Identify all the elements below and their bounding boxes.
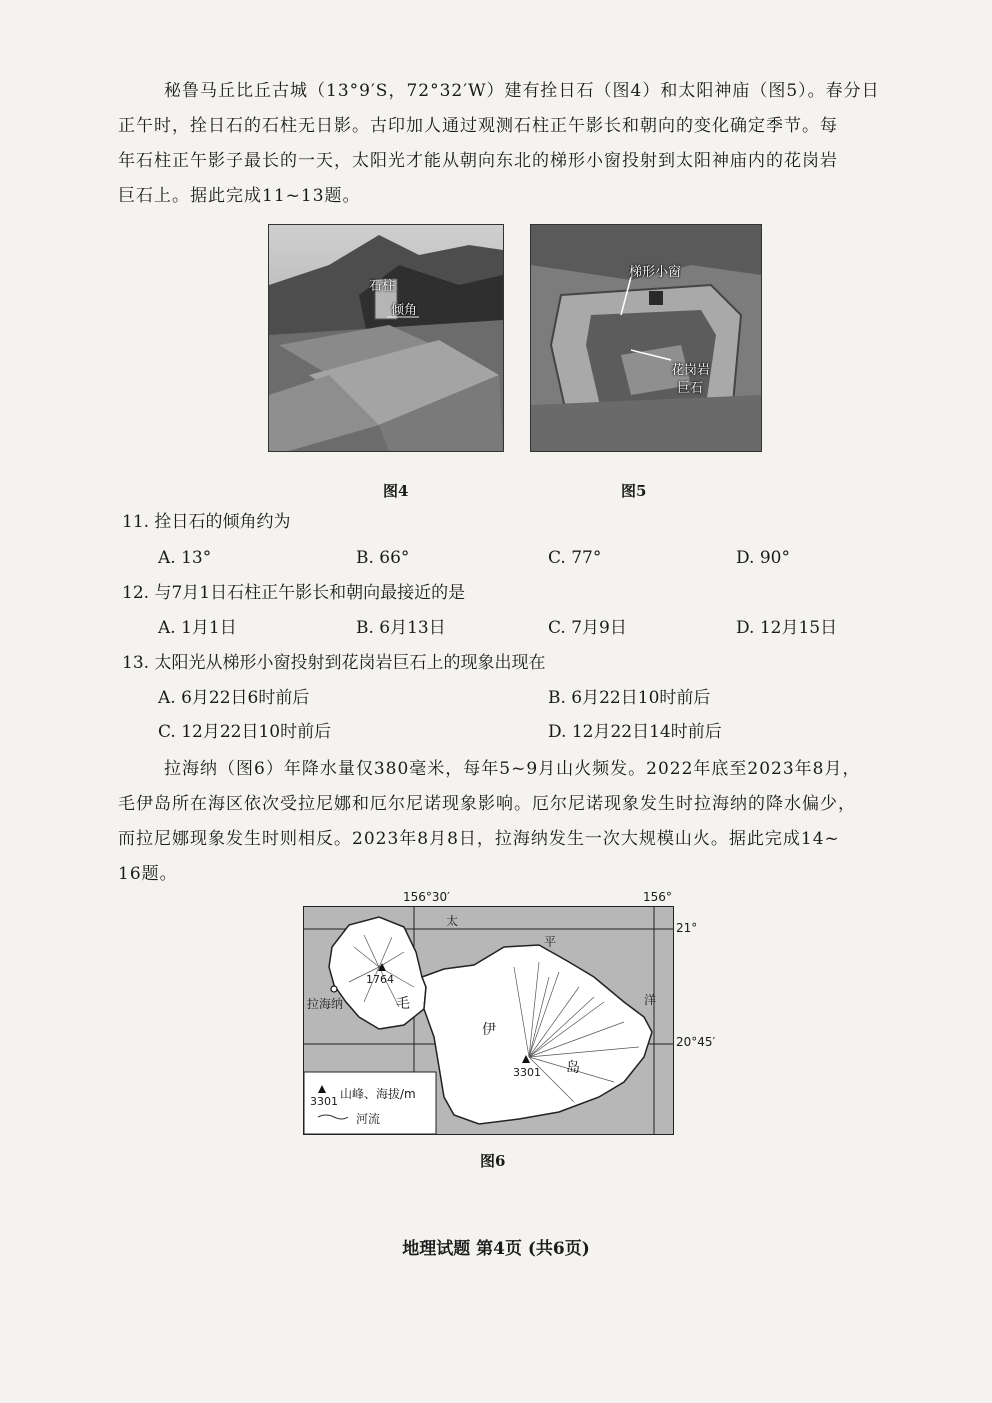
label-granite-2: 巨石 bbox=[677, 381, 704, 396]
intro1-line1: 秘鲁马丘比丘古城（13°9′S，72°32′W）建有拴日石（图4）和太阳神庙（图5）。春分日 bbox=[164, 81, 880, 101]
ocean-char-2: 平 bbox=[544, 935, 557, 949]
town-lahaina: 拉海纳 bbox=[307, 997, 344, 1011]
label-pillar: 石柱 bbox=[369, 279, 396, 294]
intro1-line3: 年石柱正午影子最长的一天，太阳光才能从朝向东北的梯形小窗投射到太阳神庙内的花岗岩 bbox=[118, 151, 838, 171]
map-lat-20-45: 20°45′ bbox=[676, 1035, 716, 1049]
q13-option-a: A. 6月22日6时前后 bbox=[158, 688, 310, 708]
label-granite-1: 花岗岩 bbox=[671, 363, 711, 378]
peak-east-elevation: 3301 bbox=[513, 1066, 541, 1079]
label-trapezoid-window: 梯形小窗 bbox=[629, 265, 682, 280]
intro2-line1: 拉海纳（图6）年降水量仅380毫米，每年5~9月山火频发。2022年底至2023年8月， bbox=[164, 759, 861, 779]
island-char-2: 伊 bbox=[482, 1022, 496, 1038]
q11-option-d: D. 90° bbox=[736, 548, 790, 568]
q13-option-d: D. 12月22日14时前后 bbox=[548, 722, 722, 742]
intro1-line4: 巨石上。据此完成11~13题。 bbox=[118, 186, 361, 206]
q11-option-b: B. 66° bbox=[356, 548, 410, 568]
figure-4-photo bbox=[268, 224, 504, 452]
question-12-stem: 12. 与7月1日石柱正午影长和朝向最接近的是 bbox=[122, 583, 466, 603]
q13-option-c: C. 12月22日10时前后 bbox=[158, 722, 332, 742]
question-11-stem: 11. 拴日石的倾角约为 bbox=[122, 512, 291, 532]
intro1-line2: 正午时，拴日石的石柱无日影。古印加人通过观测石柱正午影长和朝向的变化确定季节。每 bbox=[118, 116, 838, 136]
q11-option-c: C. 77° bbox=[548, 548, 602, 568]
figure-4-caption: 图4 bbox=[383, 482, 409, 500]
ocean-char-1: 太 bbox=[446, 914, 459, 928]
intro-paragraph-1 bbox=[118, 74, 918, 214]
figure-5-photo bbox=[530, 224, 762, 452]
ocean-char-3: 洋 bbox=[644, 993, 657, 1007]
map-lat-21: 21° bbox=[676, 921, 698, 935]
legend-river-label: 河流 bbox=[356, 1112, 381, 1126]
intro-paragraph-2 bbox=[118, 752, 918, 892]
page-footer: 地理试题 第4页 (共6页) bbox=[402, 1239, 590, 1259]
q12-option-b: B. 6月13日 bbox=[356, 618, 446, 638]
figure-6-map bbox=[303, 906, 674, 1135]
question-13-stem: 13. 太阳光从梯形小窗投射到花岗岩巨石上的现象出现在 bbox=[122, 653, 546, 673]
map-lon-156-30: 156°30′ bbox=[403, 890, 450, 904]
figure-5-caption: 图5 bbox=[621, 482, 647, 500]
q12-option-d: D. 12月15日 bbox=[736, 618, 838, 638]
island-char-3: 岛 bbox=[566, 1060, 580, 1076]
q11-option-a: A. 13° bbox=[158, 548, 212, 568]
label-incline: 倾角 bbox=[391, 303, 418, 318]
intro2-line2: 毛伊岛所在海区依次受拉尼娜和厄尔尼诺现象影响。厄尔尼诺现象发生时拉海纳的降水偏少， bbox=[118, 794, 856, 814]
figure-6-caption: 图6 bbox=[480, 1152, 506, 1170]
intro2-line3: 而拉尼娜现象发生时则相反。2023年8月8日，拉海纳发生一次大规模山火。据此完成14~ bbox=[118, 829, 840, 849]
q12-option-a: A. 1月1日 bbox=[158, 618, 237, 638]
peak-west-elevation: 1764 bbox=[366, 973, 394, 986]
legend-peak-value: 3301 bbox=[310, 1095, 338, 1108]
intro2-line4: 16题。 bbox=[118, 864, 178, 884]
q12-option-c: C. 7月9日 bbox=[548, 618, 627, 638]
legend-peak-label: 山峰、海拔/m bbox=[340, 1087, 416, 1101]
map-lon-156: 156° bbox=[643, 890, 672, 904]
island-char-1: 毛 bbox=[396, 996, 410, 1012]
q13-option-b: B. 6月22日10时前后 bbox=[548, 688, 711, 708]
